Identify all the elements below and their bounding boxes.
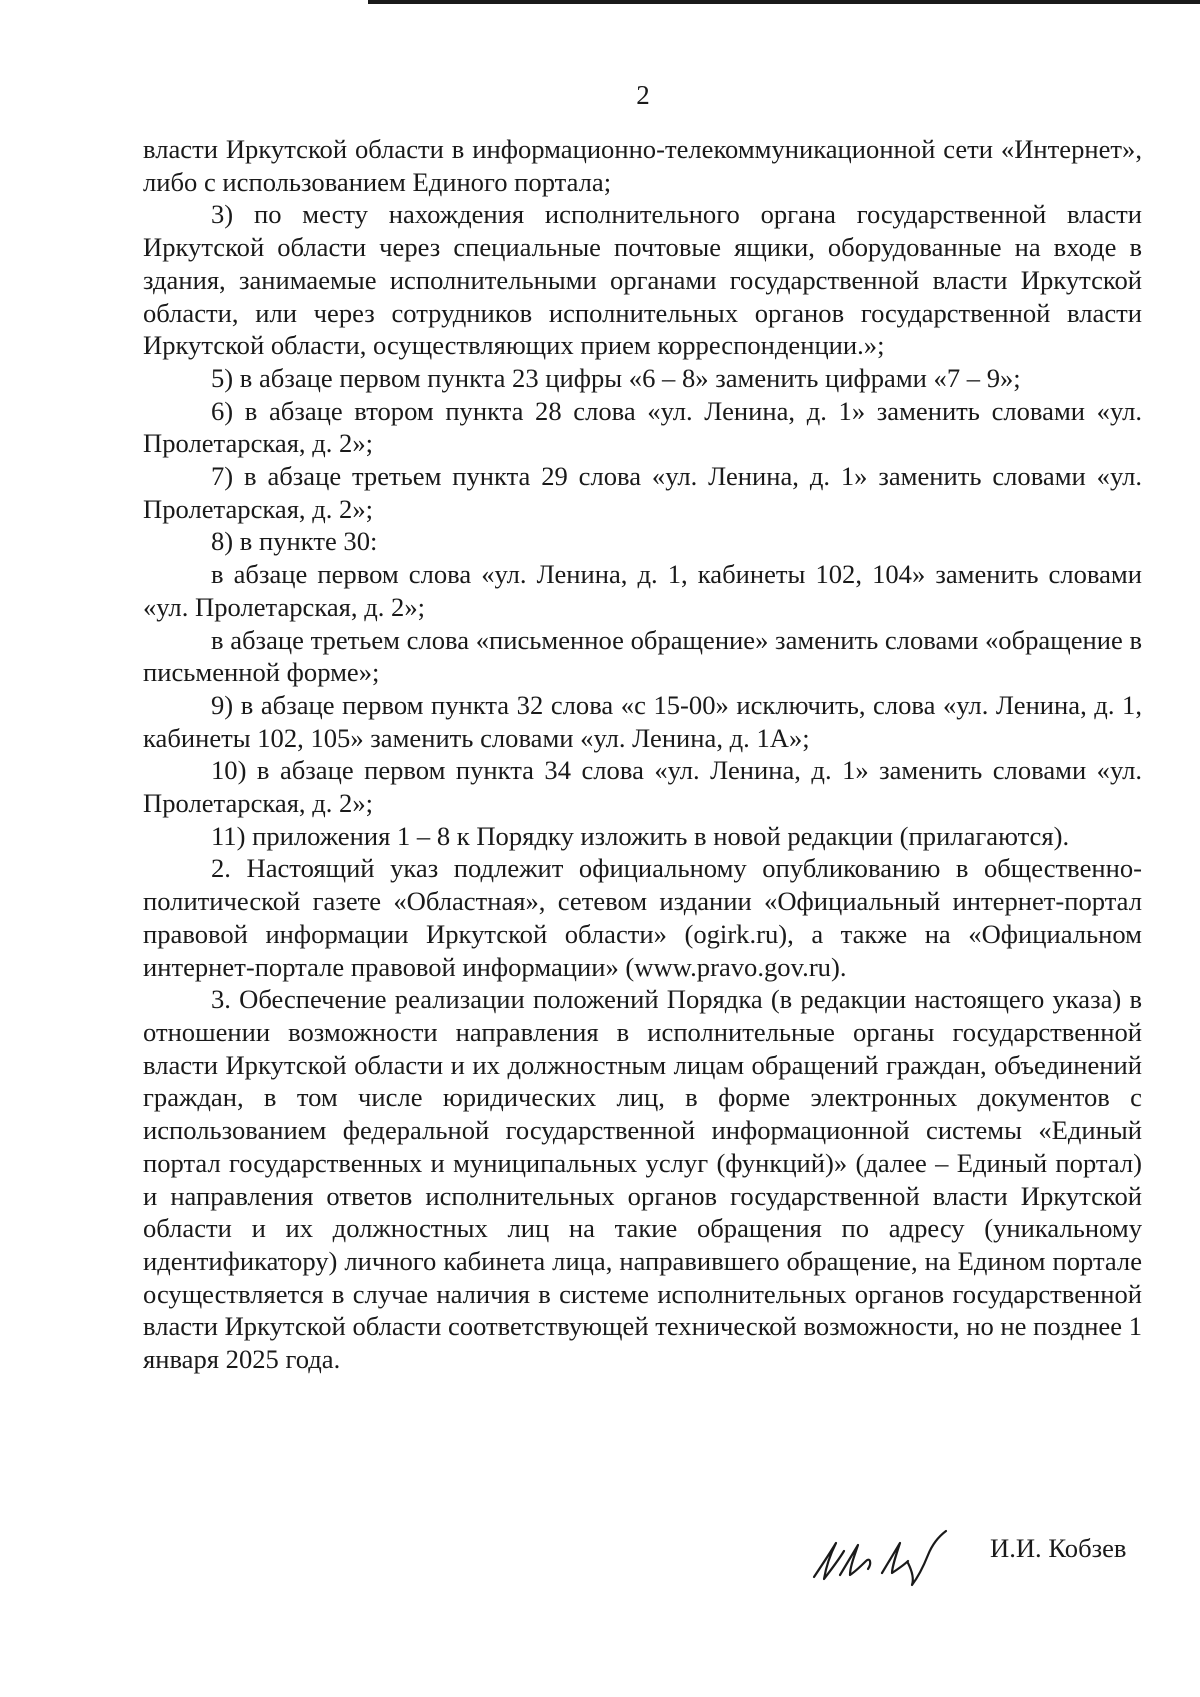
paragraph-item-11: 11) приложения 1 – 8 к Порядку изложить в новой редакции (прилагаются).	[211, 820, 1070, 851]
paragraph-item-8-sub-3: в абзаце третьем слова «письменное обращение» заменить словами «обращение в письменной форме»;	[143, 624, 1142, 688]
signer-name: И.И. Кобзев	[990, 1533, 1127, 1563]
paragraph-item-9: 9) в абзаце первом пункта 32 слова «с 15-00» исключить, слова «ул. Ленина, д. 1, кабинеты 102, 105» заменить словами «ул. Ленина, д. 1А»;	[143, 689, 1142, 753]
paragraph-continuation: власти Иркутской области в информационно-телекоммуникационной сети «Интернет», либо с использованием Единого портала;	[143, 134, 1142, 197]
paragraph-item-10: 10) в абзаце первом пункта 34 слова «ул. Ленина, д. 1» заменить словами «ул. Пролетарская, д. 2»;	[143, 755, 1142, 819]
handwritten-signature-icon	[800, 1515, 990, 1595]
paragraph-item-6: 6) в абзаце втором пункта 28 слова «ул. Ленина, д. 1» заменить словами «ул. Пролетарская, д. 2»;	[143, 395, 1142, 459]
paragraph-item-3: 3) по месту нахождения исполнительного органа государственной власти Иркутской области через специальные почтовые ящики, оборудованные на входе в здания, занимаемые исполнительными органами государственной власти Иркутской области, или через сотрудников исполнительных органов государственной власти Иркутской области, осуществляющих прием корреспонденции.»;	[143, 199, 1142, 361]
top-rule	[368, 0, 1200, 4]
paragraph-item-8-sub-1: в абзаце первом слова «ул. Ленина, д. 1, кабинеты 102, 104» заменить словами «ул. Пролетарская, д. 2»;	[143, 559, 1142, 622]
paragraph-item-5: 5) в абзаце первом пункта 23 цифры «6 – 8» заменить цифрами «7 – 9»;	[211, 362, 1021, 393]
paragraph-item-7: 7) в абзаце третьем пункта 29 слова «ул. Ленина, д. 1» заменить словами «ул. Пролетарская, д. 2»;	[143, 461, 1142, 524]
signature-block	[800, 1515, 1150, 1595]
paragraph-item-8: 8) в пункте 30:	[211, 526, 378, 557]
paragraph-section-2: 2. Настоящий указ подлежит официальному опубликованию в общественно-политической газете «Областная», сетевом издании «Официальный интернет-портал правовой информации Иркутской области» (ogirk.ru), а также на «Официальном интернет-портале правовой информации» (www.pravo.gov.ru).	[143, 853, 1142, 982]
document-body	[143, 133, 1142, 1376]
page-number: 2	[636, 80, 650, 110]
paragraph-section-3: 3. Обеспечение реализации положений Порядка (в редакции настоящего указа) в отношении возможности направления в исполнительные органы государственной власти Иркутской области и их должностным лицам обращений граждан, объединений граждан, в том числе юридических лиц, в форме электронных документов с использованием федеральной государственной информационной системы «Единый портал государственных и муниципальных услуг (функций)» (далее – Единый портал) и направления ответов исполнительных органов государственной власти Иркутской области и их должностных лиц на такие обращения по адресу (уникальному идентификатору) личного кабинета лица, направившего обращение, на Едином портале осуществляется в случае наличия в системе исполнительных органов государственной власти Иркутской области соответствующей технической возможности, но не позднее 1 января 2025 года.	[143, 984, 1142, 1375]
